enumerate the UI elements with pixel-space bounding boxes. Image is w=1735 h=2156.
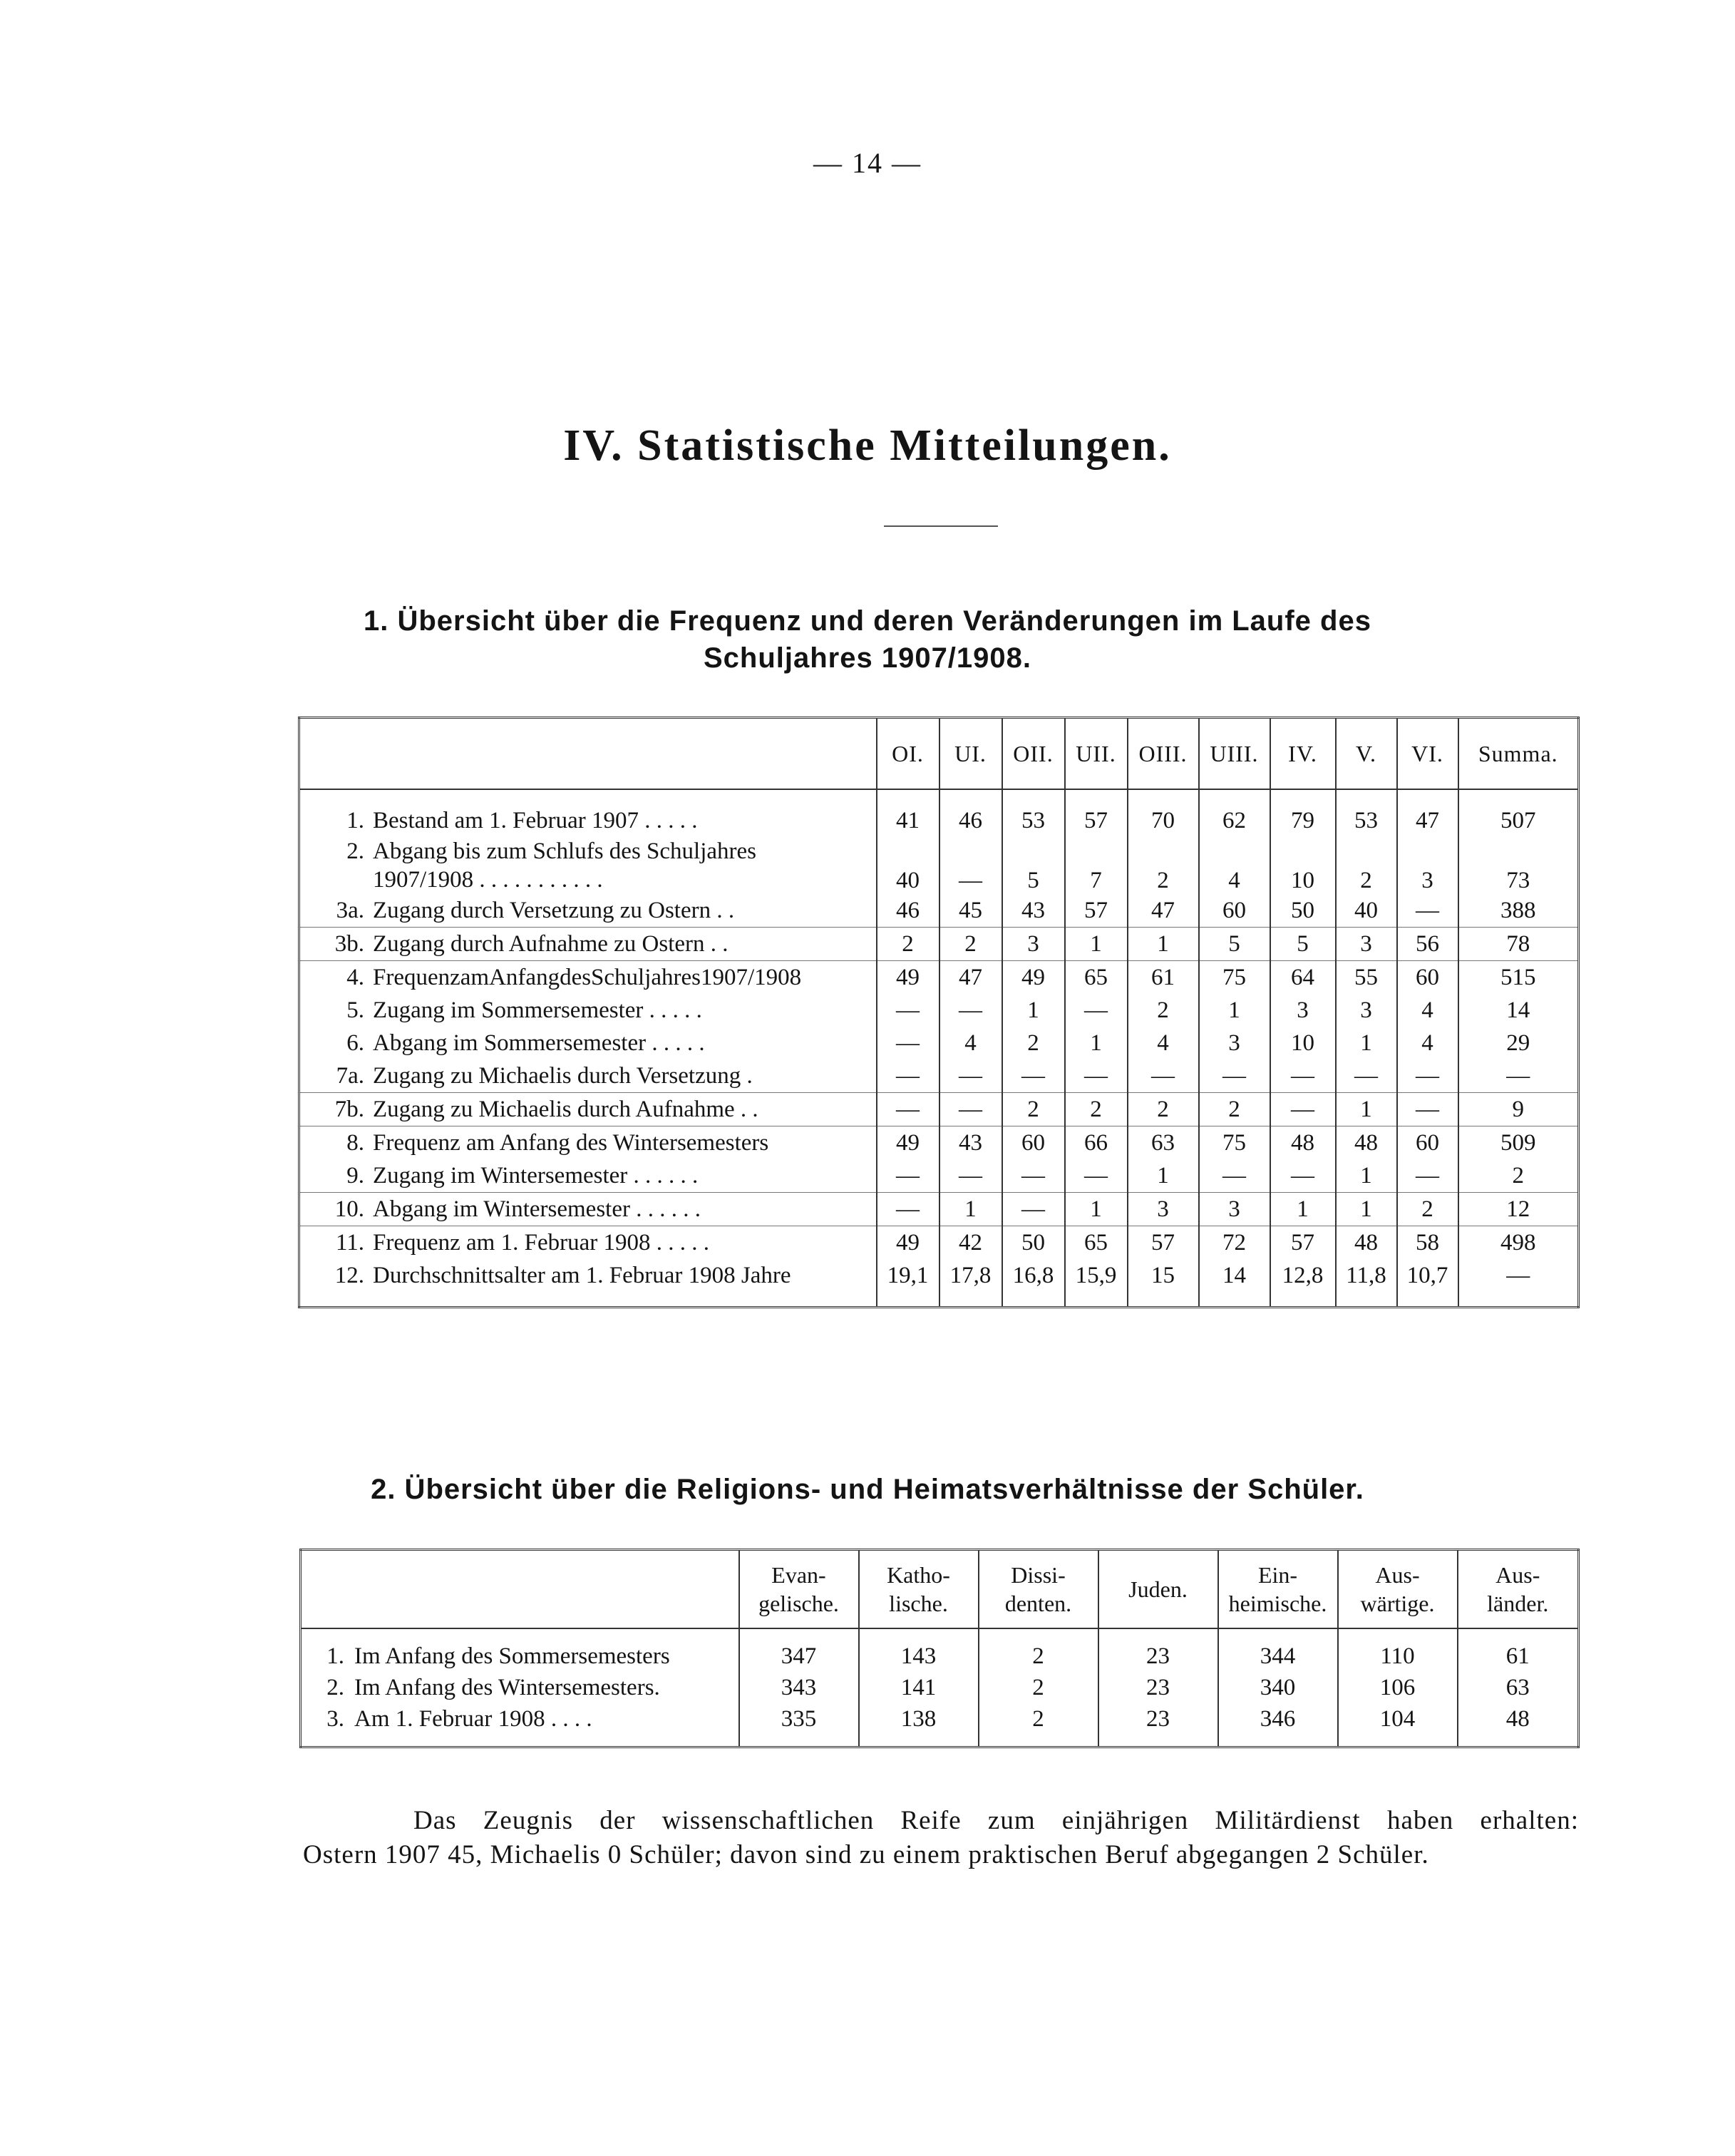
table-cell: — [939,1159,1002,1193]
table-cell: 2 [1397,1193,1458,1226]
table-cell: 1 [1002,994,1065,1027]
table-cell: 78 [1458,928,1579,961]
table-cell: 70 [1128,804,1199,837]
row-number: 11. [335,1229,364,1256]
table-cell: 5 [1199,928,1270,961]
table-cell: — [1065,994,1128,1027]
table-cell: 2 [1128,837,1199,894]
table-cell: 2 [1458,1159,1579,1193]
table-cell: — [939,1059,1002,1093]
table-cell: 45 [939,894,1002,928]
table-cell: 65 [1065,961,1128,995]
table-row [299,1126,1579,1160]
row-label-text: Durchschnittsalter am 1. Februar 1908 Jahre [373,1262,791,1288]
table-cell: 344 [1218,1641,1338,1672]
table-cell: — [1397,894,1458,928]
table-cell: — [1458,1059,1579,1093]
row-label [299,928,877,961]
table-cell: 3 [1199,1193,1270,1226]
table-cell: 2 [1002,1027,1065,1059]
row-label-text: FrequenzamAnfangdesSchuljahres1907/1908 [373,964,802,990]
table-cell: 141 [859,1672,979,1703]
row-number: 2. [326,1674,344,1700]
table-cell: 60 [1397,961,1458,995]
table-cell: 47 [939,961,1002,995]
column-header: OIII. [1128,718,1199,790]
table-cell: 17,8 [939,1259,1002,1292]
header-blank [299,718,877,790]
table-cell: 1 [1199,994,1270,1027]
table-cell: 49 [877,1226,939,1260]
table-cell: 4 [1199,837,1270,894]
table-cell: — [939,1093,1002,1126]
table-cell: — [1270,1093,1336,1126]
table-header-row [301,1550,1579,1629]
column-header: IV. [1270,718,1336,790]
note-line: Das Zeugnis der wissenschaftlichen Reife zum einjährigen Militärdienst haben erhalten: [413,1806,1579,1835]
row-number: 9. [346,1162,364,1189]
row-number: 7a. [336,1062,364,1089]
row-label [299,804,877,837]
table-cell: 47 [1128,894,1199,928]
table-cell: 56 [1397,928,1458,961]
table-cell: 29 [1458,1027,1579,1059]
table-cell: 12 [1458,1193,1579,1226]
row-label [301,1672,739,1703]
table-cell: 2 [1002,1093,1065,1126]
table-cell: 48 [1336,1126,1397,1160]
table-cell: 2 [979,1641,1098,1672]
table-cell: 138 [859,1703,979,1735]
table-cell: — [939,994,1002,1027]
row-label-text: Zugang zu Michaelis durch Versetzung . [373,1062,753,1089]
row-number: 3b. [334,930,364,957]
row-label-text: Zugang durch Versetzung zu Ostern . . [373,897,735,923]
table-cell: 62 [1199,804,1270,837]
column-header: Dissi- denten. [979,1550,1098,1629]
table-cell: 3 [1336,994,1397,1027]
table-cell: 15 [1128,1259,1199,1292]
table-cell: 61 [1128,961,1199,995]
table-cell: 1 [1065,928,1128,961]
table-cell: 15,9 [1065,1259,1128,1292]
table-cell: 63 [1458,1672,1579,1703]
religion-table-body [301,1628,1579,1747]
table-cell: — [1199,1059,1270,1093]
table-cell: 143 [859,1641,979,1672]
column-header: V. [1336,718,1397,790]
table-cell: — [1199,1159,1270,1193]
row-label [299,1226,877,1260]
table-cell: 50 [1002,1226,1065,1260]
frequency-table-body [299,789,1579,1308]
table-cell: 57 [1270,1226,1336,1260]
table-cell: 346 [1218,1703,1338,1735]
table-cell: 2 [1336,837,1397,894]
row-label [301,1641,739,1672]
table-row [299,837,1579,894]
row-number: 6. [346,1030,364,1056]
table-cell: 57 [1128,1226,1199,1260]
table-cell: 40 [1336,894,1397,928]
row-label-text: Abgang im Wintersemester . . . . . . [373,1196,701,1222]
table-cell: — [877,1059,939,1093]
table-cell: — [877,1193,939,1226]
table-cell: 515 [1458,961,1579,995]
table-row [299,1193,1579,1226]
column-header: Aus- wärtige. [1338,1550,1458,1629]
row-label-text: Im Anfang des Wintersemesters. [354,1674,660,1700]
table-cell: 61 [1458,1641,1579,1672]
table-cell: 12,8 [1270,1259,1336,1292]
table-cell: 57 [1065,804,1128,837]
table-cell: — [877,1093,939,1126]
table-cell: 340 [1218,1672,1338,1703]
table-cell: 7 [1065,837,1128,894]
table-cell: 79 [1270,804,1336,837]
table-cell: 1 [1065,1193,1128,1226]
row-number: 4. [346,964,364,990]
table-cell: 335 [739,1703,859,1735]
table-row [299,928,1579,961]
table-cell: 46 [877,894,939,928]
table-cell: 19,1 [877,1259,939,1292]
row-number: 7b. [334,1096,364,1122]
table-cell: 3 [1336,928,1397,961]
row-label-text: Zugang zu Michaelis durch Aufnahme . . [373,1096,758,1122]
column-header: VI. [1397,718,1458,790]
table-cell: 2 [979,1672,1098,1703]
table-cell: 4 [1397,994,1458,1027]
table-cell: 498 [1458,1226,1579,1260]
row-label [299,1027,877,1059]
table-row [299,1059,1579,1093]
table-cell: 66 [1065,1126,1128,1160]
table-cell: 3 [1397,837,1458,894]
table-cell: — [1002,1059,1065,1093]
row-label-text: Abgang im Sommersemester . . . . . [373,1030,705,1056]
row-number: 2. [346,838,364,864]
table-cell: 5 [1002,837,1065,894]
table-cell: 2 [1065,1093,1128,1126]
table-cell: 23 [1098,1672,1218,1703]
table-row [299,1093,1579,1126]
table-cell: 10,7 [1397,1259,1458,1292]
table-cell: 507 [1458,804,1579,837]
table-cell: 10 [1270,837,1336,894]
table-cell: — [1336,1059,1397,1093]
table-cell: 48 [1458,1703,1579,1735]
note-line: Ostern 1907 45, Michaelis 0 Schüler; davon sind zu einem praktischen Beruf abgegangen 2 Schüler. [303,1840,1429,1869]
table-cell: 509 [1458,1126,1579,1160]
table-row [299,1259,1579,1292]
table-cell: 64 [1270,961,1336,995]
table-cell: 53 [1002,804,1065,837]
row-label [299,1093,877,1126]
table1-title: 1. Übersicht über die Frequenz und deren Veränderungen im Laufe des Schuljahres 1907/1908. [364,605,1371,674]
row-label [301,1703,739,1735]
table-cell: 1 [1336,1093,1397,1126]
table-cell: — [1002,1159,1065,1193]
table-cell: 49 [877,961,939,995]
column-header: OI. [877,718,939,790]
table-cell: 2 [877,928,939,961]
table2-title: 2. Übersicht über die Religions- und Heimatsverhältnisse der Schüler. [371,1474,1364,1505]
table-cell: 2 [1128,994,1199,1027]
table-cell: 3 [1199,1027,1270,1059]
row-label-text: Zugang durch Aufnahme zu Ostern . . [373,930,729,957]
table-cell: 388 [1458,894,1579,928]
frequency-table [298,717,1580,1308]
table-row [301,1703,1579,1735]
table-row [299,894,1579,928]
religion-table [299,1549,1580,1748]
table-cell: 58 [1397,1226,1458,1260]
table-cell: — [1002,1193,1065,1226]
table-cell: 48 [1336,1226,1397,1260]
table-cell: — [1270,1059,1336,1093]
table-cell: — [877,994,939,1027]
column-header: Juden. [1098,1550,1218,1629]
column-header: Aus- länder. [1458,1550,1579,1629]
column-header: Summa. [1458,718,1579,790]
page-number: — 14 — [813,147,922,179]
table-cell: 60 [1397,1126,1458,1160]
table-cell: 47 [1397,804,1458,837]
table-cell: 1 [1270,1193,1336,1226]
table-cell: 43 [1002,894,1065,928]
table-cell: — [939,837,1002,894]
table-row [299,961,1579,995]
table-cell: 42 [939,1226,1002,1260]
column-header: Evan- gelische. [739,1550,859,1629]
table-cell: 104 [1338,1703,1458,1735]
table-cell: 49 [1002,961,1065,995]
table-row [299,1027,1579,1059]
row-label-text: Frequenz am 1. Februar 1908 . . . . . [373,1229,709,1256]
table-cell: 49 [877,1126,939,1160]
table-cell: 75 [1199,961,1270,995]
table-cell: 3 [1270,994,1336,1027]
table-cell: — [877,1159,939,1193]
divider [884,525,998,527]
table-cell: 4 [1128,1027,1199,1059]
table-cell: 10 [1270,1027,1336,1059]
row-label-text: Frequenz am Anfang des Wintersemesters [373,1129,769,1156]
table-row [301,1672,1579,1703]
table-cell: 1 [939,1193,1002,1226]
table-cell: — [1458,1259,1579,1292]
table-cell: 2 [939,928,1002,961]
table-cell: 1 [1128,1159,1199,1193]
table-row [299,1226,1579,1260]
table-cell: 60 [1199,894,1270,928]
table-cell: 40 [877,837,939,894]
table-cell: 63 [1128,1126,1199,1160]
row-number: 3. [326,1705,344,1732]
table-cell: 110 [1338,1641,1458,1672]
column-header: UI. [939,718,1002,790]
table-cell: — [1065,1159,1128,1193]
column-header: UIII. [1199,718,1270,790]
table-row [299,804,1579,837]
section-heading: IV. Statistische Mitteilungen. [563,421,1172,470]
row-label [299,837,877,894]
row-label [299,1159,877,1193]
column-header: UII. [1065,718,1128,790]
table-cell: 4 [939,1027,1002,1059]
table-row [299,1159,1579,1193]
table-cell: 14 [1458,994,1579,1027]
row-number: 1. [326,1643,344,1669]
table-cell: 50 [1270,894,1336,928]
header-blank [301,1550,739,1629]
row-label [299,1059,877,1093]
row-label-text: Im Anfang des Sommersemesters [354,1643,670,1669]
column-header: Ein- heimische. [1218,1550,1338,1629]
table-cell: 1 [1128,928,1199,961]
table-cell: 65 [1065,1226,1128,1260]
table-header-row [299,718,1579,790]
table-cell: 3 [1128,1193,1199,1226]
table-cell: 3 [1002,928,1065,961]
table-cell: 343 [739,1672,859,1703]
table-cell: 43 [939,1126,1002,1160]
table-cell: 14 [1199,1259,1270,1292]
table-cell: 16,8 [1002,1259,1065,1292]
table-cell: 2 [1199,1093,1270,1126]
row-label [299,994,877,1027]
table-cell: 5 [1270,928,1336,961]
table-cell: 75 [1199,1126,1270,1160]
row-number: 1. [346,807,364,833]
row-number: 10. [334,1196,364,1222]
table-cell: — [877,1027,939,1059]
row-number: 12. [334,1262,364,1288]
table-cell: 23 [1098,1641,1218,1672]
table-cell: 57 [1065,894,1128,928]
row-label-continuation: 1907/1908 . . . . . . . . . . . [373,867,603,893]
table-cell: 1 [1336,1027,1397,1059]
table-cell: 60 [1002,1126,1065,1160]
table-cell: — [1397,1159,1458,1193]
row-label [299,1259,877,1292]
column-header: OII. [1002,718,1065,790]
table-cell: 347 [739,1641,859,1672]
table-cell: — [1270,1159,1336,1193]
row-label-text: Zugang im Wintersemester . . . . . . [373,1162,699,1189]
row-label [299,1126,877,1160]
table-cell: 1 [1336,1159,1397,1193]
table-cell: 1 [1336,1193,1397,1226]
row-number: 5. [346,997,364,1023]
row-label [299,1193,877,1226]
row-number: 3a. [336,897,364,923]
table-cell: 48 [1270,1126,1336,1160]
row-label [299,894,877,928]
row-label-text: Abgang bis zum Schlufs des Schuljahres [373,838,757,864]
column-header: Katho- lische. [859,1550,979,1629]
row-label-text: Am 1. Februar 1908 . . . . [354,1705,592,1732]
table-cell: — [1397,1093,1458,1126]
table-cell: 23 [1098,1703,1218,1735]
table-cell: 2 [1128,1093,1199,1126]
table-cell: 106 [1338,1672,1458,1703]
table-cell: — [1128,1059,1199,1093]
table-cell: 4 [1397,1027,1458,1059]
row-label-text: Zugang im Sommersemester . . . . . [373,997,702,1023]
table-cell: 72 [1199,1226,1270,1260]
table-cell: 55 [1336,961,1397,995]
table-row [299,994,1579,1027]
note-paragraph [303,1804,1579,1872]
table-cell: 2 [979,1703,1098,1735]
table-cell: 41 [877,804,939,837]
row-number: 8. [346,1129,364,1156]
table-cell: 11,8 [1336,1259,1397,1292]
table-cell: — [1065,1059,1128,1093]
row-label [299,961,877,995]
table-cell: 1 [1065,1027,1128,1059]
table-row [301,1641,1579,1672]
row-label-text: Bestand am 1. Februar 1907 . . . . . [373,807,698,833]
table-cell: — [1397,1059,1458,1093]
table-cell: 53 [1336,804,1397,837]
table-cell: 73 [1458,837,1579,894]
table-cell: 9 [1458,1093,1579,1126]
table-cell: 46 [939,804,1002,837]
